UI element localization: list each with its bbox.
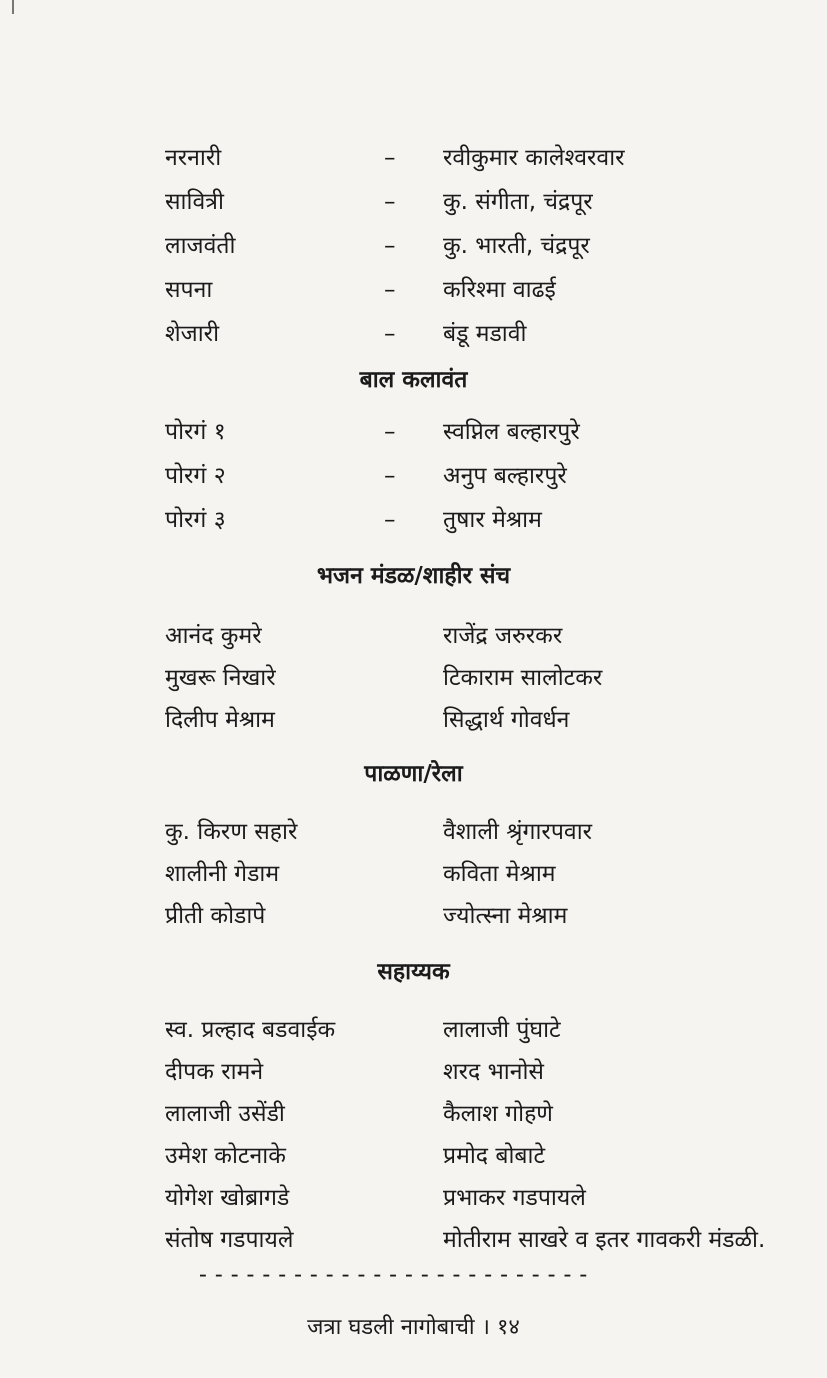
member-name: प्रीती कोडापे: [165, 903, 266, 929]
list-row: [0, 1050, 827, 1094]
cast-row: [0, 498, 827, 542]
helper-name: मोतीराम साखरे व इतर गावकरी मंडळी.: [443, 1227, 766, 1253]
helper-name: योगेश खोब्रागडे: [165, 1185, 290, 1211]
cast-row: [0, 312, 827, 356]
role-name: पोरगं २: [165, 463, 226, 489]
separator-dash: –: [384, 145, 396, 171]
role-name: शेजारी: [165, 321, 220, 347]
list-row: [0, 810, 827, 854]
actor-name: बंडू मडावी: [443, 321, 527, 347]
role-name: पोरगं ३: [165, 507, 226, 533]
role-name: सावित्री: [165, 189, 224, 215]
list-row: [0, 1008, 827, 1052]
cast-row: [0, 136, 827, 180]
separator-dash: –: [384, 277, 396, 303]
separator-dash: –: [384, 507, 396, 533]
actor-name: कु. भारती, चंद्रपूर: [443, 233, 590, 259]
helper-name: प्रभाकर गडपायले: [443, 1185, 586, 1211]
list-row: [0, 698, 827, 742]
actor-name: करिश्मा वाढई: [443, 277, 556, 303]
scan-edge-mark: [12, 0, 14, 14]
role-name: पोरगं १: [165, 419, 226, 445]
member-name: ज्योत्स्ना मेश्राम: [443, 903, 568, 929]
member-name: वैशाली श्रृंगारपवार: [443, 819, 593, 845]
section-heading-child-artists: बाल कलावंत: [359, 367, 468, 393]
actor-name: तुषार मेश्राम: [443, 507, 542, 533]
role-name: नरनारी: [165, 145, 222, 171]
cast-row: [0, 454, 827, 498]
helper-name: संतोष गडपायले: [165, 1227, 294, 1253]
helper-name: स्व. प्रल्हाद बडवाईक: [165, 1017, 336, 1043]
separator-dash: –: [384, 419, 396, 445]
role-name: सपना: [165, 277, 213, 303]
member-name: मुखरू निखारे: [165, 665, 276, 691]
list-row: [0, 894, 827, 938]
member-name: दिलीप मेश्राम: [165, 707, 275, 733]
cast-row: [0, 224, 827, 268]
helper-name: कैलाश गोहणे: [443, 1101, 553, 1127]
actor-name: अनुप बल्हारपुरे: [443, 463, 567, 489]
section-heading-bhajan: भजन मंडळ/शाहीर संच: [316, 563, 511, 589]
actor-name: स्वप्निल बल्हारपुरे: [443, 419, 580, 445]
helper-name: लालाजी पुंघाटे: [443, 1017, 561, 1043]
cast-row: [0, 268, 827, 312]
helper-name: शरद भानोसे: [443, 1059, 544, 1085]
section-heading-palna: पाळणा/रेला: [364, 761, 463, 787]
member-name: सिद्धार्थ गोवर्धन: [443, 707, 570, 733]
role-name: लाजवंती: [165, 233, 236, 259]
actor-name: कु. संगीता, चंद्रपूर: [443, 189, 593, 215]
helper-name: लालाजी उसेंडी: [165, 1101, 285, 1127]
page-footer: जत्रा घडली नागोबाची । १४: [307, 1315, 520, 1340]
member-name: कविता मेश्राम: [443, 861, 556, 887]
helper-name: प्रमोद बोबाटे: [443, 1143, 546, 1169]
helper-name: दीपक रामने: [165, 1059, 264, 1085]
divider-line: -------------------------: [196, 1262, 593, 1288]
helper-name: उमेश कोटनाके: [165, 1143, 286, 1169]
member-name: आनंद कुमरे: [165, 623, 262, 649]
list-row: [0, 1134, 827, 1178]
actor-name: रवीकुमार कालेश्वरवार: [443, 145, 625, 171]
member-name: शालीनी गेडाम: [165, 861, 280, 887]
separator-dash: –: [384, 321, 396, 347]
cast-row: [0, 410, 827, 454]
list-row: [0, 1176, 827, 1220]
separator-dash: –: [384, 463, 396, 489]
list-row: [0, 614, 827, 658]
member-name: टिकाराम सालोटकर: [443, 665, 603, 691]
list-row: [0, 852, 827, 896]
list-row: [0, 656, 827, 700]
member-name: कु. किरण सहारे: [165, 819, 298, 845]
separator-dash: –: [384, 189, 396, 215]
separator-dash: –: [384, 233, 396, 259]
list-row: [0, 1218, 827, 1262]
cast-row: [0, 180, 827, 224]
list-row: [0, 1092, 827, 1136]
member-name: राजेंद्र जरुरकर: [443, 623, 563, 649]
section-heading-helpers: सहाय्यक: [377, 959, 450, 985]
